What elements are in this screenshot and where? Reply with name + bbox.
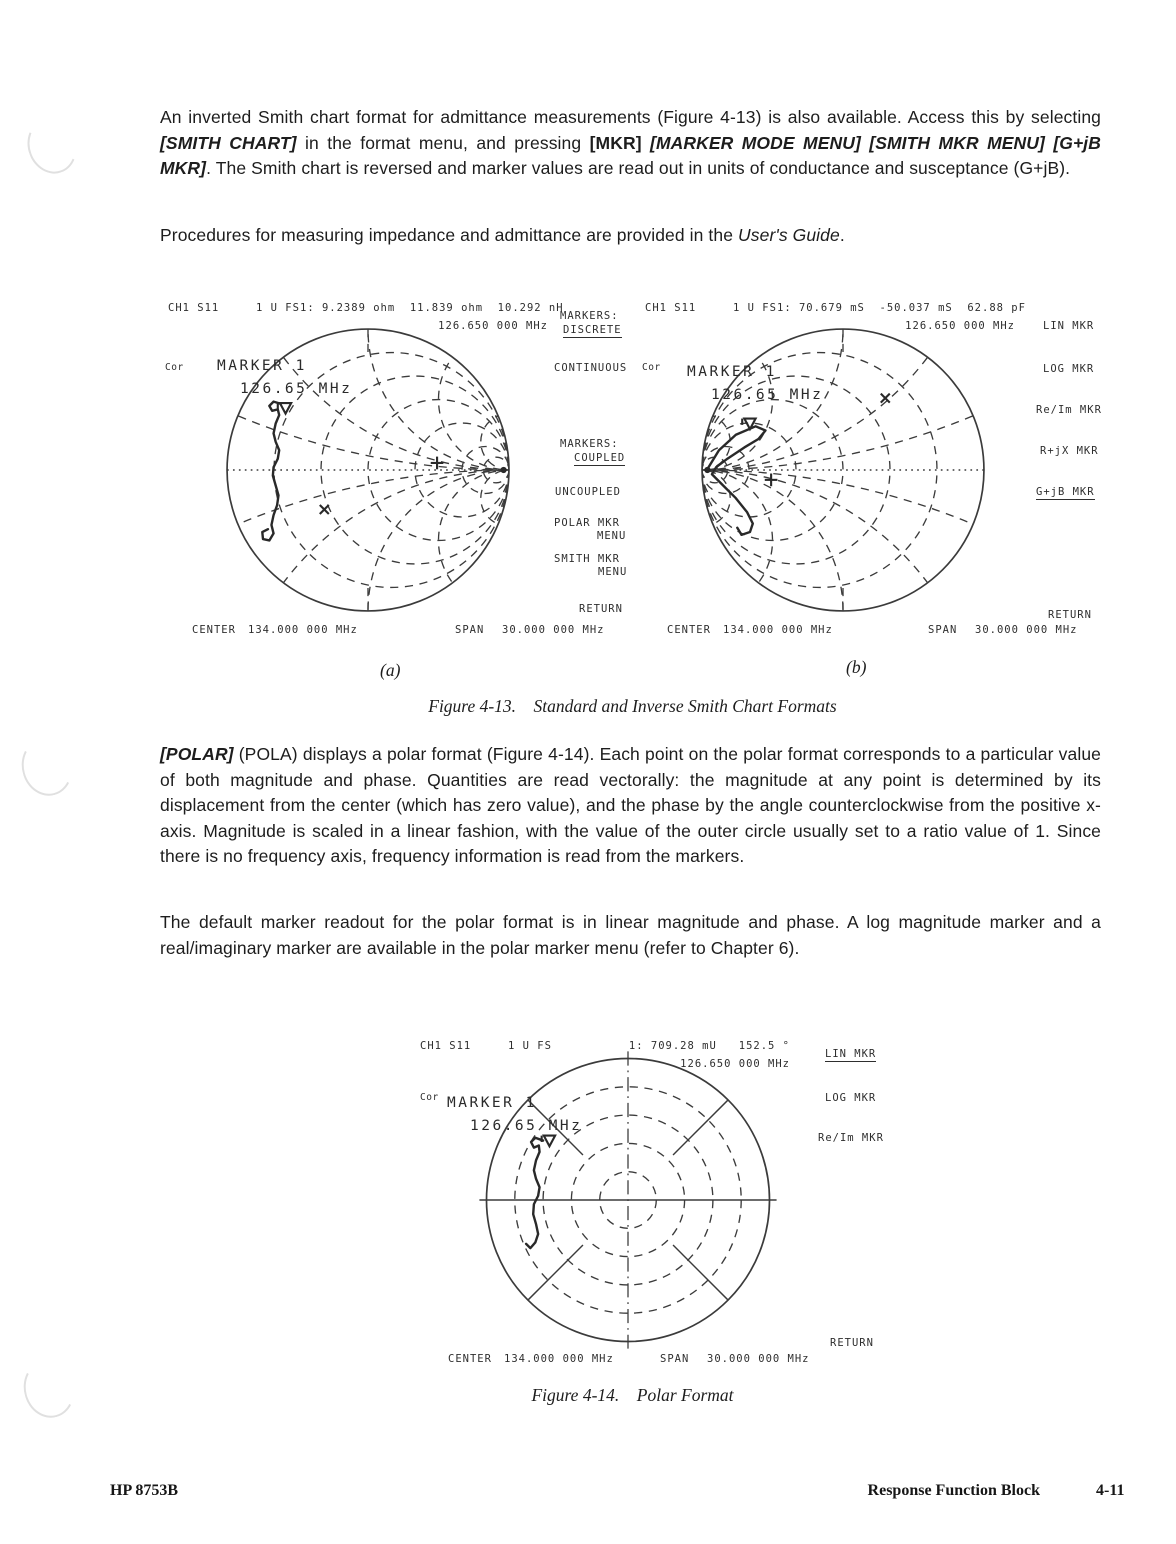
polar-marker-label: MARKER 1 bbox=[447, 1095, 537, 1111]
chart-b-marker-readout: 1: 70.679 mS -50.037 mS 62.88 pF bbox=[777, 302, 1026, 314]
chart-a-span-label: SPAN bbox=[455, 624, 485, 636]
polar-marker-readout: 1: 709.28 mU 152.5 ° bbox=[628, 1040, 790, 1052]
footer-page-number: 4-11 bbox=[1096, 1482, 1125, 1499]
softkey-re-im-mkr: Re/Im MKR bbox=[1036, 404, 1102, 416]
softkey-smith-mkr-menu-2: MENU bbox=[598, 566, 628, 578]
text-run: User's Guide bbox=[738, 225, 840, 245]
caption-a: (a) bbox=[380, 660, 401, 680]
softkey-smith-mkr-menu: SMITH MKR bbox=[554, 553, 620, 565]
scan-artifact bbox=[20, 111, 84, 180]
softkey-continuous: CONTINUOUS bbox=[554, 362, 628, 374]
text-run: [MARKER MODE MENU] [SMITH MKR MENU] [G+jB MKR] bbox=[160, 132, 1101, 178]
softkey-polar-return: RETURN bbox=[830, 1337, 874, 1349]
text-run: . bbox=[839, 225, 845, 245]
text-run: (POLA) displays a polar format (Figure 4-14). Each point on the polar format corresponds to a particular value of both magnitude and phase. Quantities are read vectorally: the magnitude at any point is determined by its displacement from the center (which has zero value), and the phase by the angle counterclockwise from the positive x-axis. Magnitude is scaled in a linear fashion, with the value of the outer circle usually set to a ratio value of 1. Since there is no frequency axis, frequency information is read from the markers. bbox=[160, 744, 1101, 866]
scan-artifact bbox=[17, 1355, 80, 1424]
chart-b-center-value: 134.000 000 MHz bbox=[723, 624, 833, 636]
paragraph-1 bbox=[160, 105, 1101, 182]
chart-b-channel: CH1 S11 bbox=[645, 302, 697, 314]
figure-4-13 bbox=[160, 300, 1105, 720]
chart-b-cor-label: Cor bbox=[642, 362, 661, 373]
softkey-line: G+jB MKR bbox=[1036, 486, 1095, 498]
chart-b-span-value: 30.000 000 MHz bbox=[975, 624, 1078, 636]
text-run: in the format menu, and pressing bbox=[296, 132, 590, 153]
polar-span-value: 30.000 000 MHz bbox=[707, 1353, 810, 1365]
footer-section: Response Function Block bbox=[867, 1482, 1040, 1499]
softkey-lin-mkr: LIN MKR bbox=[1043, 320, 1095, 332]
polar-channel: CH1 S11 bbox=[420, 1040, 472, 1052]
chart-a-center-label: CENTER bbox=[192, 624, 236, 636]
chart-a-marker-label: MARKER 1 bbox=[217, 358, 307, 374]
chart-a-span-value: 30.000 000 MHz bbox=[502, 624, 605, 636]
chart-a-marker-frequency: 126.650 000 MHz bbox=[438, 320, 548, 332]
chart-a-channel: CH1 S11 bbox=[168, 302, 220, 314]
softkey-return-right: RETURN bbox=[1048, 609, 1092, 621]
softkey-line: DISCRETE bbox=[563, 324, 622, 336]
paragraph-4 bbox=[160, 910, 1101, 961]
softkey-polar-re-im-mkr: Re/Im MKR bbox=[818, 1132, 884, 1144]
chart-a-marker-readout: 1: 9.2389 ohm 11.839 ohm 10.292 nH bbox=[300, 302, 564, 314]
text-run: [MKR] bbox=[589, 132, 642, 153]
softkey-polar-mkr-menu-2: MENU bbox=[597, 530, 627, 542]
chart-b-center-label: CENTER bbox=[667, 624, 711, 636]
softkey-polar-log-mkr: LOG MKR bbox=[825, 1092, 877, 1104]
softkey-line: LIN MKR bbox=[825, 1048, 877, 1060]
text-run: Procedures for measuring impedance and admittance are provided in the bbox=[160, 225, 739, 245]
text-run: [POLAR] bbox=[160, 744, 234, 764]
softkey-line: MARKERS: bbox=[560, 310, 619, 322]
softkey-r-jx-mkr: R+jX MKR bbox=[1040, 445, 1099, 457]
figure-4-14-caption: Figure 4-14. Polar Format bbox=[531, 1385, 734, 1405]
softkey-markers-coupled-2 bbox=[574, 452, 625, 464]
chart-a-scale: 1 U FS bbox=[256, 302, 300, 314]
softkey-g-jb-mkr bbox=[1036, 486, 1095, 498]
text-run: An inverted Smith chart format for admittance measurements (Figure 4-13) is also available. Access this by selecting bbox=[160, 107, 1101, 127]
caption-b: (b) bbox=[846, 657, 867, 677]
scan-artifact bbox=[15, 733, 78, 802]
text-run: [SMITH CHART] bbox=[160, 132, 297, 153]
figure-4-14 bbox=[415, 1035, 895, 1380]
paragraph-2 bbox=[160, 223, 1101, 249]
chart-a-cor-label: Cor bbox=[165, 362, 184, 373]
softkey-return-left: RETURN bbox=[579, 603, 623, 615]
softkey-log-mkr: LOG MKR bbox=[1043, 363, 1095, 375]
chart-b-scale: 1 U FS bbox=[733, 302, 777, 314]
text-run: . The Smith chart is reversed and marker values are read out in units of conductance and susceptance (G+jB). bbox=[206, 158, 1071, 178]
polar-marker-frequency: 126.650 000 MHz bbox=[680, 1058, 790, 1070]
softkey-line: COUPLED bbox=[574, 452, 626, 464]
polar-span-label: SPAN bbox=[660, 1353, 690, 1365]
softkey-uncoupled: UNCOUPLED bbox=[555, 486, 621, 498]
chart-a-marker-freq-label: 126.65 MHz bbox=[240, 381, 353, 397]
softkey-polar-lin-mkr bbox=[825, 1048, 876, 1060]
chart-a-center-value: 134.000 000 MHz bbox=[248, 624, 358, 636]
polar-scale: 1 U FS bbox=[508, 1040, 552, 1052]
figure-4-13-caption: Figure 4-13. Standard and Inverse Smith Chart Formats bbox=[428, 696, 837, 716]
softkey-markers-discrete bbox=[560, 310, 619, 322]
chart-b-marker-label: MARKER 1 bbox=[687, 364, 777, 380]
polar-center-label: CENTER bbox=[448, 1353, 492, 1365]
chart-b-span-label: SPAN bbox=[928, 624, 958, 636]
chart-b-marker-freq-label: 126.65 MHz bbox=[711, 387, 824, 403]
footer-model: HP 8753B bbox=[110, 1482, 179, 1499]
softkey-polar-mkr-menu: POLAR MKR bbox=[554, 517, 620, 529]
softkey-markers-coupled: MARKERS: bbox=[560, 438, 619, 450]
polar-marker-freq-label: 126.65 MHz bbox=[470, 1118, 583, 1134]
paragraph-3 bbox=[160, 742, 1101, 870]
polar-center-value: 134.000 000 MHz bbox=[504, 1353, 614, 1365]
polar-cor-label: Cor bbox=[420, 1092, 439, 1103]
softkey-markers-discrete-2 bbox=[563, 324, 622, 336]
chart-b-marker-frequency: 126.650 000 MHz bbox=[905, 320, 1015, 332]
text-run: The default marker readout for the polar format is in linear magnitude and phase. A log magnitude marker and a real/imaginary marker are available in the polar marker menu (refer to Chapter 6). bbox=[160, 912, 1101, 958]
